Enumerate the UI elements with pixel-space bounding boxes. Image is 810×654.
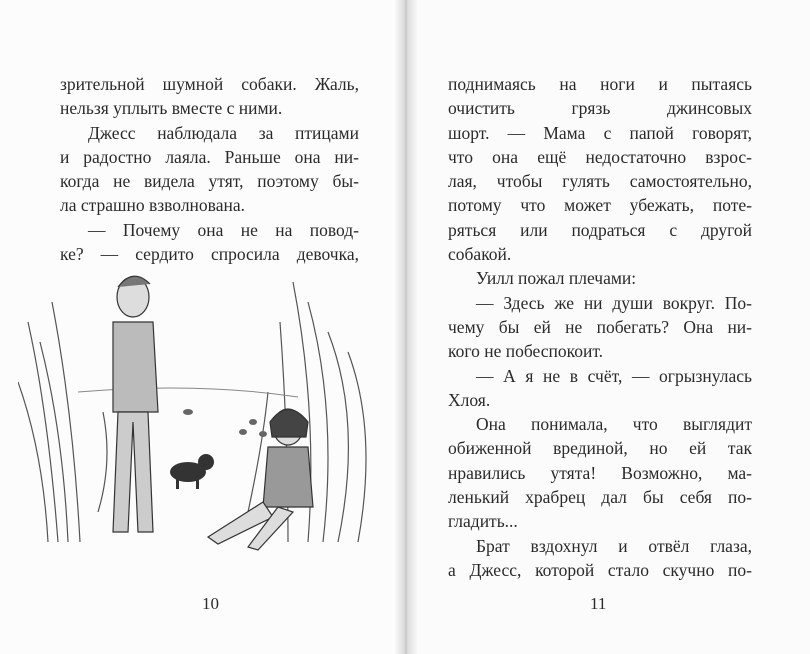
text-line: Она понимала, что выглядит (476, 414, 752, 435)
text-line: лая, чтобы гулять самостоятельно, (448, 171, 752, 192)
pond-edge (78, 388, 298, 397)
text-line: потому что может убежать, поте- (448, 195, 752, 216)
text-line: очистить грязь джинсовых (448, 98, 752, 119)
text-line: — Почему она не на повод- (88, 219, 359, 240)
text-line: а Джесс, которой стало скучно по- (448, 559, 752, 580)
right-page-text (448, 72, 752, 582)
boy-figure (113, 276, 158, 532)
text-line: — А я не в счёт, — огрызнулась (476, 365, 752, 386)
text-line: и радостно лаяла. Раньше она ни- (60, 146, 359, 167)
text-line: ла страшно взволнована. (60, 195, 245, 216)
text-line: Брат вздохнул и отвёл глаза, (476, 535, 752, 556)
text-line: нравились утята! Возможно, ма- (448, 462, 752, 483)
text-line: нельзя уплыть вместе с ними. (60, 98, 283, 119)
pencil-illustration (18, 262, 388, 552)
page-number: 10 (202, 594, 219, 613)
text-line: поднимаясь на ноги и пытаясь (448, 74, 752, 94)
text-line: шорт. — Мама с папой говорят, (448, 122, 752, 143)
text-line: обиженной врединой, но ей так (448, 438, 752, 459)
text-line: когда не видела утят, поэтому бы- (60, 171, 359, 192)
ducks (183, 409, 267, 437)
text-line: ленький храбрец дал бы себя по- (448, 487, 752, 508)
text-line: Уилл пожал плечами: (476, 268, 637, 289)
text-line: что она ещё недостаточно взрос- (448, 146, 752, 167)
text-line: Джесс наблюдала за птицами (88, 122, 359, 143)
text-line: Хлоя. (448, 389, 491, 410)
page-number: 11 (590, 594, 607, 613)
puppy-figure (170, 454, 214, 489)
text-line: ряться или подраться с другой (448, 219, 752, 240)
text-line: ке? — сердито спросила девочка, (60, 244, 359, 265)
text-line: чему бы ей не побегать? Она ни- (448, 316, 752, 337)
left-page-text (60, 72, 359, 266)
text-line: кого не побеспокоит. (448, 341, 604, 362)
text-line: гладить... (448, 511, 518, 532)
text-line: — Здесь же ни души вокруг. По- (476, 292, 752, 313)
text-line: собакой. (448, 244, 512, 265)
book-gutter (395, 0, 417, 654)
girl-figure (208, 409, 313, 550)
text-line: зрительной шумной собаки. Жаль, (60, 74, 359, 94)
